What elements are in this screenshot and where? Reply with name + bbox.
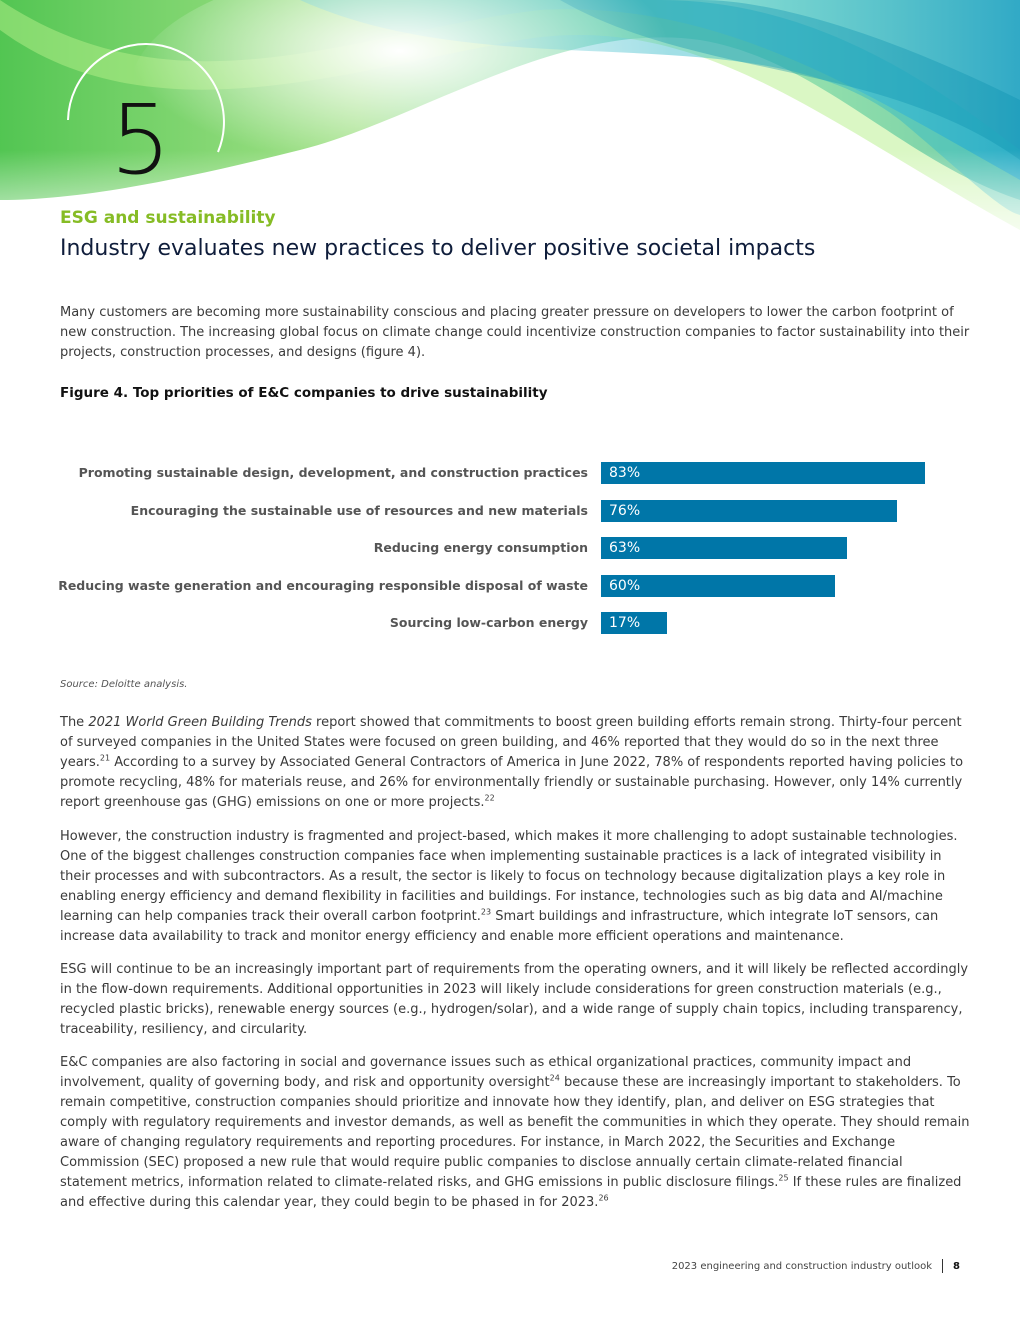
footnote-ref[interactable]: 23 bbox=[480, 907, 492, 917]
body-paragraph-2 bbox=[60, 827, 970, 947]
footer-report-title: 2023 engineering and construction industry outlook bbox=[671, 1260, 933, 1272]
bar bbox=[601, 500, 897, 522]
bar bbox=[601, 575, 835, 597]
footnote-ref[interactable]: 21 bbox=[99, 753, 111, 763]
bar-value-label: 63% bbox=[609, 540, 641, 556]
footnote-ref[interactable]: 22 bbox=[484, 793, 495, 803]
page-number: 8 bbox=[953, 1260, 960, 1272]
bar-value-label: 83% bbox=[609, 465, 641, 481]
bar-value-label: 17% bbox=[609, 615, 641, 631]
body-paragraph-1 bbox=[60, 713, 970, 813]
bar-value-label: 60% bbox=[609, 577, 641, 594]
footnote-ref[interactable]: 25 bbox=[778, 1173, 789, 1183]
bar-label: Encouraging the sustainable use of resources and new materials bbox=[130, 502, 588, 518]
p1-text-c: According to a survey by Associated General Contractors of America in June 2022, 78% of respondents reported having policies to promote recycling, 48% for materials reuse, and 26% for environmentally friendly or sustainable purchasing. However, only 14% currently report greenhouse gas (GHG) emissions on one or more projects. bbox=[60, 755, 964, 810]
p2-text-b: Smart buildings and infrastructure, which integrate IoT sensors, can increase data availability to track and monitor energy efficiency and enable more efficient operations and maintenance. bbox=[60, 909, 939, 944]
bar-label: Promoting sustainable design, development, and construction practices bbox=[78, 465, 588, 480]
section-kicker: ESG and sustainability bbox=[60, 208, 276, 228]
p1-text-b: report showed that commitments to boost green building efforts remain strong. Thirty-four percent of surveyed companies in the United States were focused on green building, and 46% reported that they would do so in the next three years. bbox=[60, 715, 962, 770]
bar bbox=[601, 612, 667, 634]
footnote-ref[interactable]: 24 bbox=[549, 1073, 560, 1083]
bar bbox=[601, 462, 925, 484]
p1-italic-title: 2021 World Green Building Trends bbox=[88, 715, 312, 730]
bar-chart bbox=[0, 450, 1020, 650]
p4-text-a: E&C companies are also factoring in social and governance issues such as ethical organizational practices, community impact and involvement, quality of governing body, and risk and opportunity oversight bbox=[60, 1055, 912, 1090]
intro-paragraph: Many customers are becoming more sustainability conscious and placing greater pressure on developers to lower the carbon footprint of new construction. The increasing global focus on climate change could incentivize construction companies to factor sustainability into their projects, construction processes, and designs (figure 4). bbox=[60, 305, 970, 360]
bar-label: Sourcing low-carbon energy bbox=[389, 615, 588, 630]
p4-text-b: because these are increasingly important to stakeholders. To remain competitive, construction companies should prioritize and innovate how they identify, plan, and deliver on ESG strategies that comply with regulatory requirements and investor demands, as well as benefit the communities in which they operate. They should remain aware of changing regulatory requirements and reporting procedures. For instance, in March 2022, the Securities and Exchange Commission (SEC) proposed a new rule that would require public companies to disclose annually certain climate-related financial statement metrics, information related to climate-related risks, and GHG emissions in public disclosure filings. bbox=[60, 1075, 970, 1190]
bar-value-label: 76% bbox=[609, 502, 641, 519]
page-footer bbox=[672, 1259, 960, 1273]
footer-divider bbox=[942, 1259, 943, 1273]
footnote-ref[interactable]: 26 bbox=[598, 1193, 609, 1203]
body-paragraph-4 bbox=[60, 1053, 970, 1213]
p4-text-c: If these rules are finalized and effective during this calendar year, they could begin to be phased in for 2023. bbox=[60, 1175, 962, 1210]
page-title: Industry evaluates new practices to deliver positive societal impacts bbox=[60, 236, 816, 261]
p1-text-a: The bbox=[60, 715, 89, 730]
body-paragraph-3: ESG will continue to be an increasingly important part of requirements from the operating owners, and it will likely be reflected accordingly in the flow-down requirements. Additional opportunities in 2023 will likely include considerations for green construction materials (e.g., recycled plastic bricks), renewable energy sources (e.g., hydrogen/solar), and a wide range of supply chain topics, including transparency, traceability, resiliency, and circularity. bbox=[60, 962, 969, 1037]
figure-title: Figure 4. Top priorities of E&C companies to drive sustainability bbox=[60, 385, 548, 401]
bar bbox=[601, 537, 847, 559]
p2-text-a: However, the construction industry is fragmented and project-based, which makes it more challenging to adopt sustainable technologies. One of the biggest challenges construction companies face when implementing sustainable practices is a lack of integrated visibility in their processes and with subcontractors. As a result, the sector is likely to focus on technology because digitalization plays a key role in enabling energy efficiency and demand flexibility in facilities and buildings. For instance, technologies such as big data and AI/machine learning can help companies track their overall carbon footprint. bbox=[60, 829, 958, 924]
section-number: 5 bbox=[110, 84, 172, 196]
bar-label: Reducing waste generation and encouraging responsible disposal of waste bbox=[58, 577, 588, 593]
figure-source: Source: Deloitte analysis. bbox=[60, 679, 188, 690]
bar-label: Reducing energy consumption bbox=[373, 540, 588, 555]
